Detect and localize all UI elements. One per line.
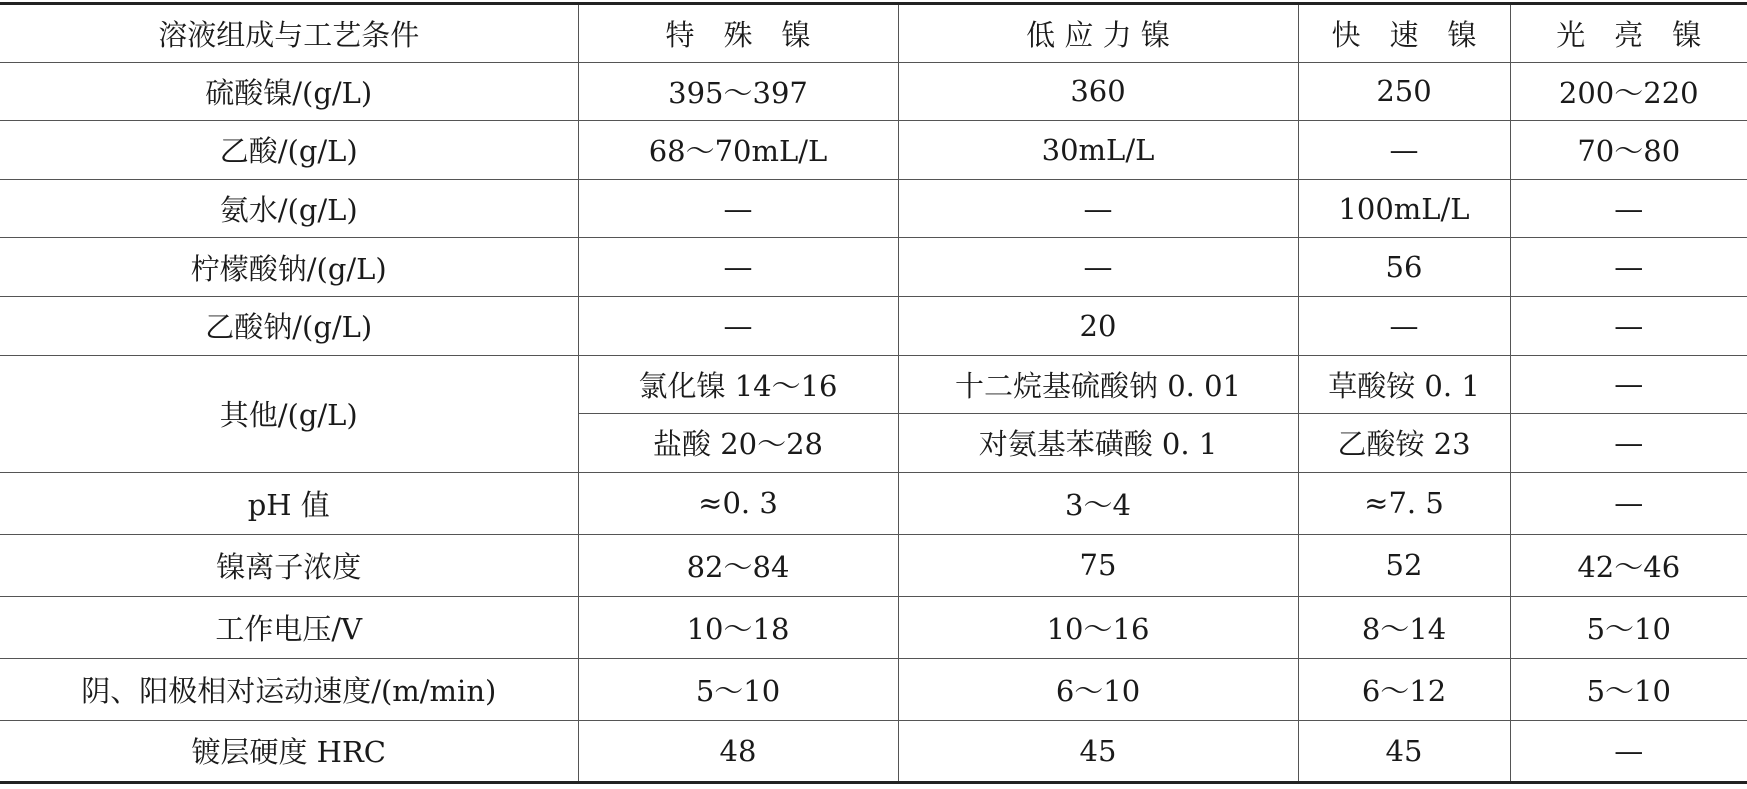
table-cell: 5～10 <box>578 658 898 720</box>
table-cell: — <box>1510 414 1747 473</box>
table-cell: 6～10 <box>898 658 1298 720</box>
row-label: 乙酸钠/(g/L) <box>0 296 578 355</box>
row-label: 镀层硬度 HRC <box>0 720 578 782</box>
table-cell: 82～84 <box>578 534 898 596</box>
table-cell: 70～80 <box>1510 121 1747 180</box>
header-cell: 低 应 力 镍 <box>898 4 1298 63</box>
nickel-plating-conditions-table <box>0 2 1747 784</box>
table-cell: 68～70mL/L <box>578 121 898 180</box>
header-cell: 溶液组成与工艺条件 <box>0 4 578 63</box>
table-cell: 8～14 <box>1298 596 1510 658</box>
table-cell: 360 <box>898 62 1298 121</box>
table-cell: 对氨基苯磺酸 0. 1 <box>898 414 1298 473</box>
table-row <box>0 720 1747 782</box>
table-cell: 十二烷基硫酸钠 0. 01 <box>898 355 1298 414</box>
table-cell: — <box>1510 720 1747 782</box>
row-label: 硫酸镍/(g/L) <box>0 62 578 121</box>
table-cell: — <box>1298 121 1510 180</box>
table-cell: — <box>1510 472 1747 534</box>
table-cell: 30mL/L <box>898 121 1298 180</box>
row-label: 其他/(g/L) <box>0 355 578 472</box>
header-cell: 快 速 镍 <box>1298 4 1510 63</box>
table-cell: 42～46 <box>1510 534 1747 596</box>
row-label: pH 值 <box>0 472 578 534</box>
table-cell: 395～397 <box>578 62 898 121</box>
table-cell: — <box>1298 296 1510 355</box>
table-cell: 6～12 <box>1298 658 1510 720</box>
table-cell: 10～16 <box>898 596 1298 658</box>
header-cell: 光 亮 镍 <box>1510 4 1747 63</box>
table-cell: 盐酸 20～28 <box>578 414 898 473</box>
table-row <box>0 238 1747 297</box>
table-cell: — <box>578 238 898 297</box>
table-cell: — <box>1510 238 1747 297</box>
row-label: 柠檬酸钠/(g/L) <box>0 238 578 297</box>
table-row <box>0 534 1747 596</box>
table-cell: 20 <box>898 296 1298 355</box>
table-row <box>0 296 1747 355</box>
row-label: 乙酸/(g/L) <box>0 121 578 180</box>
table-row <box>0 658 1747 720</box>
table-row <box>0 62 1747 121</box>
table-header-row <box>0 4 1747 63</box>
table-cell: 52 <box>1298 534 1510 596</box>
table-row <box>0 121 1747 180</box>
table-cell: ≈7. 5 <box>1298 472 1510 534</box>
table-cell: 5～10 <box>1510 596 1747 658</box>
table-cell: 5～10 <box>1510 658 1747 720</box>
table-cell: 250 <box>1298 62 1510 121</box>
table-cell: 3～4 <box>898 472 1298 534</box>
table-row <box>0 596 1747 658</box>
header-cell: 特 殊 镍 <box>578 4 898 63</box>
table-cell: 200～220 <box>1510 62 1747 121</box>
table-cell: 56 <box>1298 238 1510 297</box>
table-cell: 草酸铵 0. 1 <box>1298 355 1510 414</box>
table-cell: 75 <box>898 534 1298 596</box>
table-cell: — <box>898 179 1298 238</box>
table-cell: 45 <box>1298 720 1510 782</box>
table-cell: 10～18 <box>578 596 898 658</box>
table-row-other-1 <box>0 355 1747 414</box>
row-label: 氨水/(g/L) <box>0 179 578 238</box>
table-row <box>0 472 1747 534</box>
table-cell: 100mL/L <box>1298 179 1510 238</box>
table-cell: — <box>578 296 898 355</box>
table-cell: — <box>578 179 898 238</box>
table-cell: — <box>1510 296 1747 355</box>
table-row <box>0 179 1747 238</box>
table-cell: 48 <box>578 720 898 782</box>
table-cell: 乙酸铵 23 <box>1298 414 1510 473</box>
table-cell: — <box>1510 179 1747 238</box>
table-cell: ≈0. 3 <box>578 472 898 534</box>
row-label: 阴、阳极相对运动速度/(m/min) <box>0 658 578 720</box>
row-label: 工作电压/V <box>0 596 578 658</box>
table-cell: 氯化镍 14～16 <box>578 355 898 414</box>
table-cell: — <box>1510 355 1747 414</box>
table-cell: — <box>898 238 1298 297</box>
row-label: 镍离子浓度 <box>0 534 578 596</box>
table-cell: 45 <box>898 720 1298 782</box>
